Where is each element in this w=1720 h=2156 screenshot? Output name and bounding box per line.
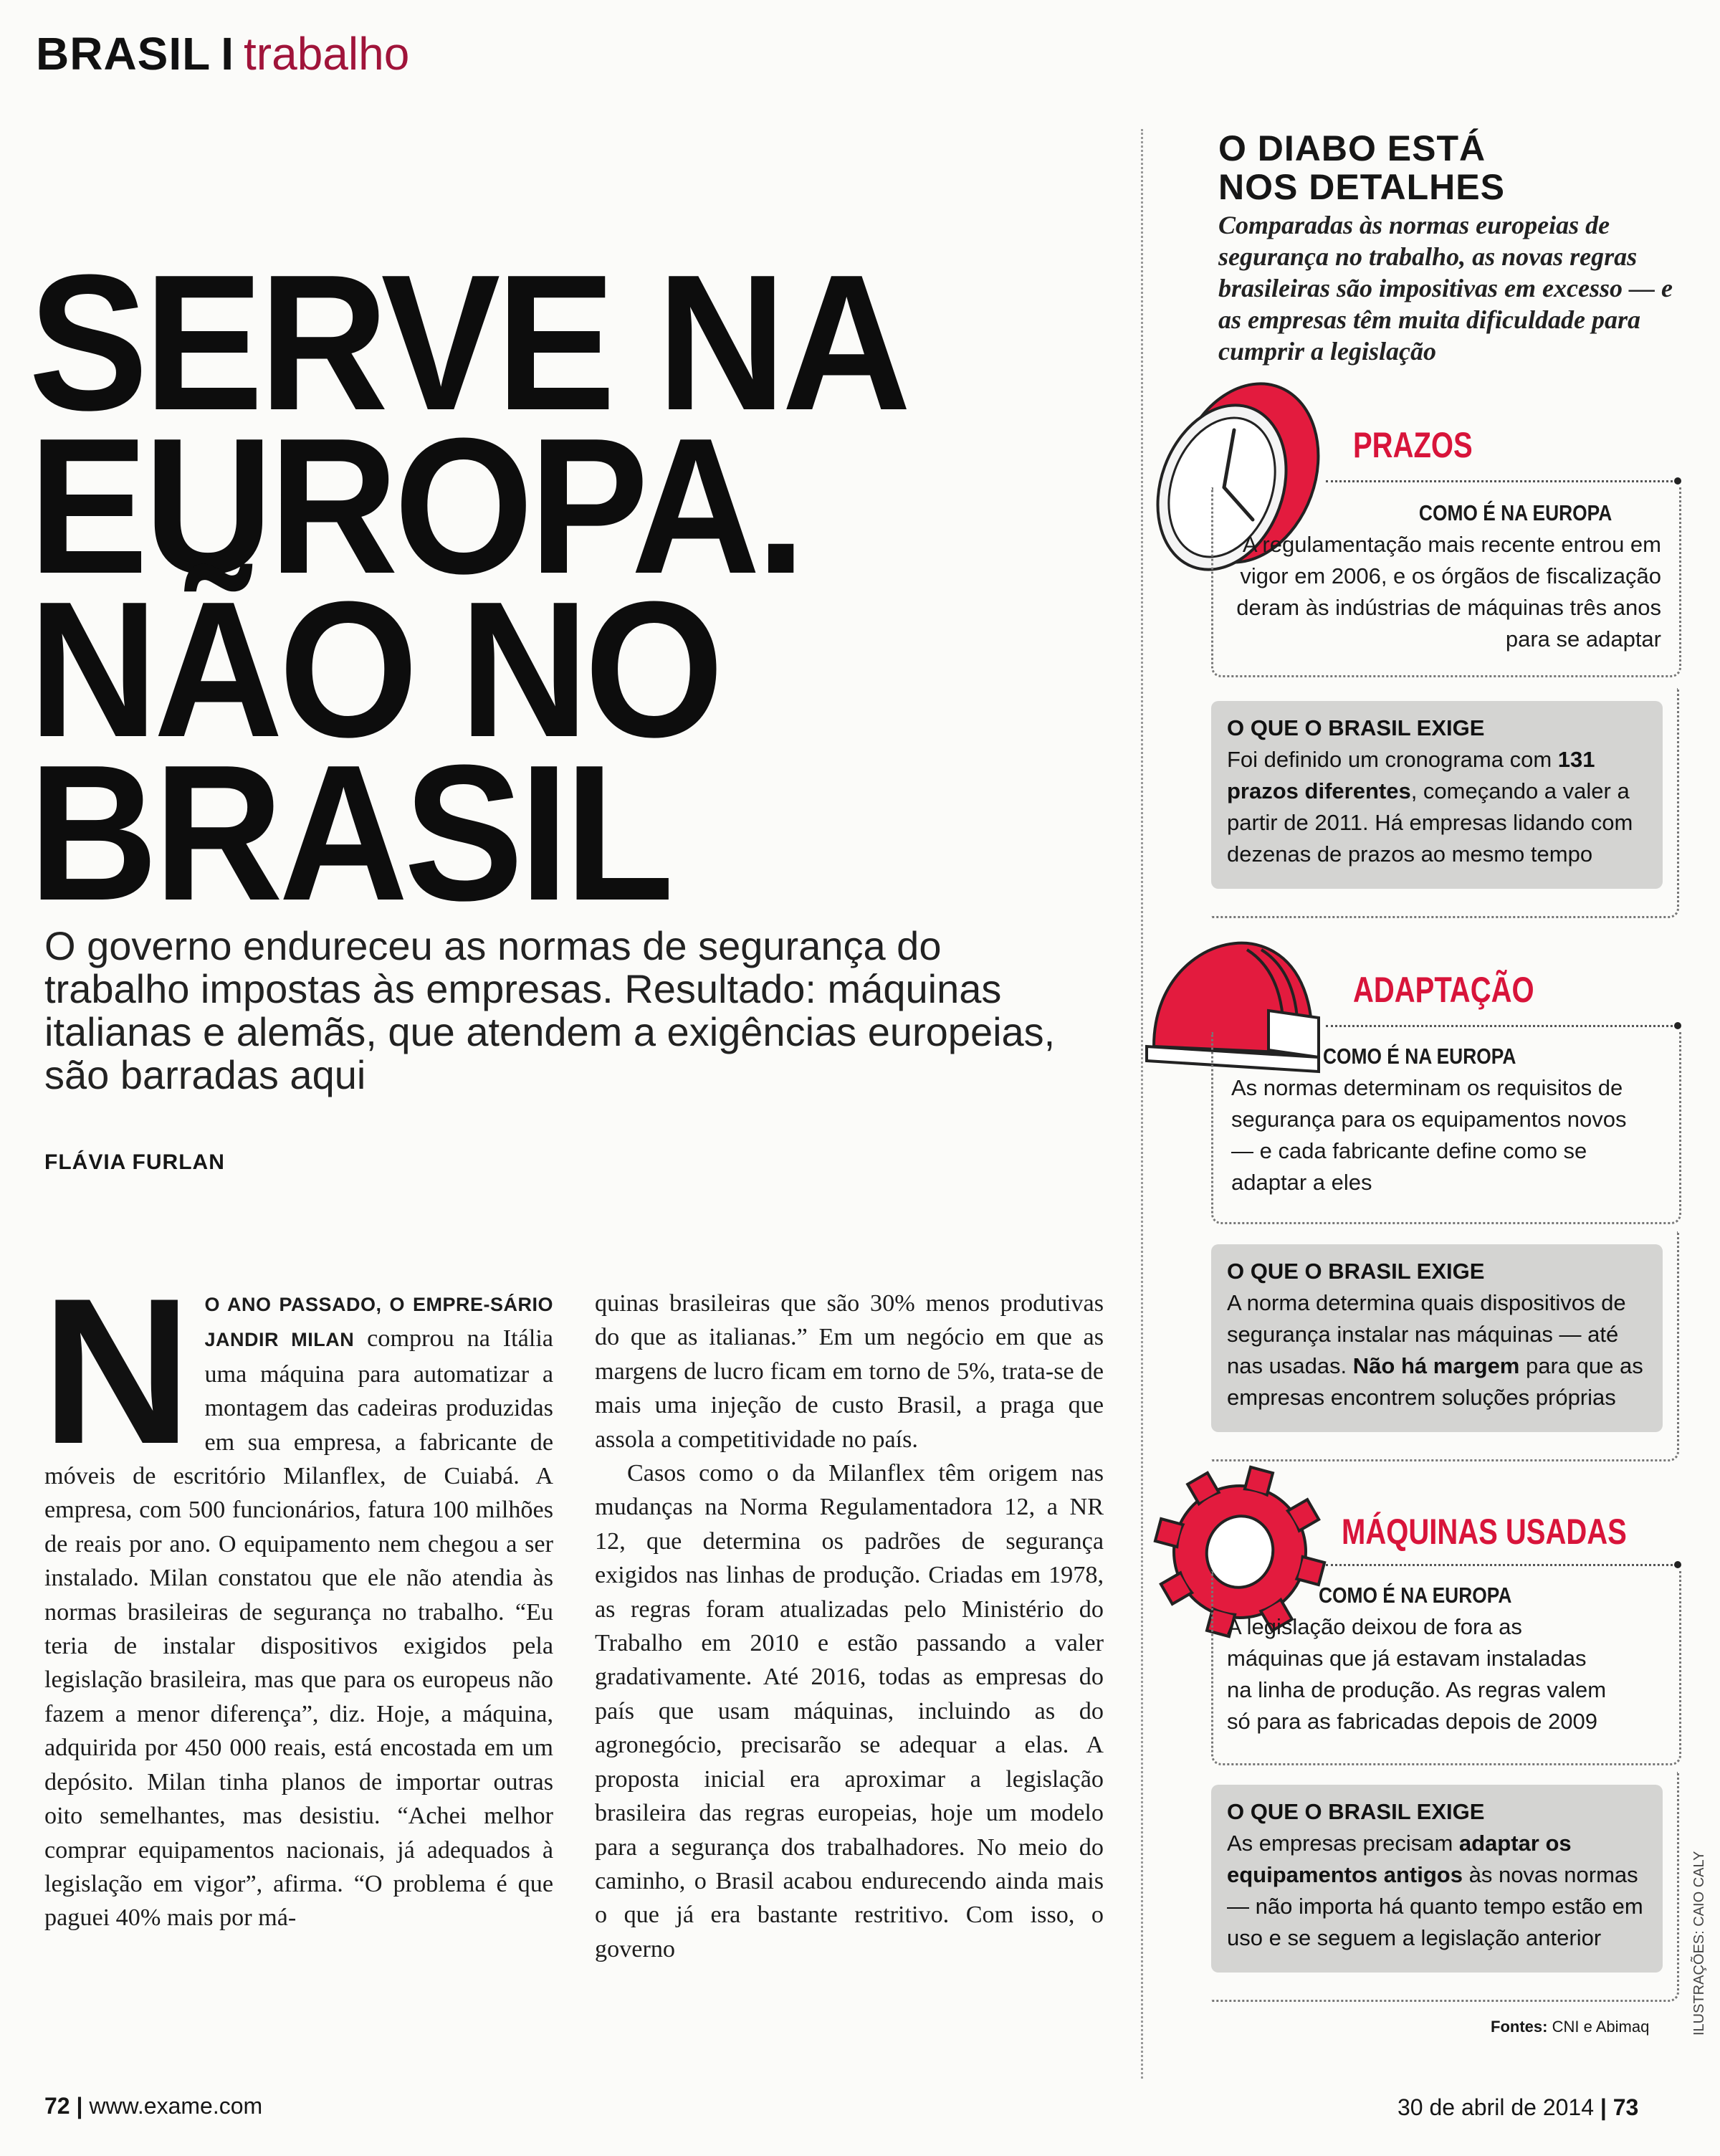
brasil-text-end: para que as empresas encontrem soluções próprias (1227, 1353, 1643, 1410)
brasil-text: A norma determina quais dispositivos de segurança instalar nas máquinas — até nas usadas. (1227, 1290, 1626, 1378)
brasil-highlight: adaptar os equipamentos antigos (1227, 1831, 1572, 1887)
europe-block-maquinas (1227, 1580, 1657, 1737)
europe-label: COMO É NA EUROPA (1323, 1044, 1516, 1069)
brasil-block-maquinas (1211, 1785, 1663, 1973)
europe-label: COMO É NA EUROPA (1319, 1583, 1512, 1608)
section-header (36, 27, 409, 80)
brasil-block-adaptacao (1211, 1244, 1663, 1432)
issue-date: 30 de abril de 2014 (1398, 2094, 1594, 2120)
byline: FLÁVIA FURLAN (44, 1150, 225, 1174)
sidebar-title (1218, 129, 1505, 206)
deck: O governo endureceu as normas de segurança do trabalho impostas às empresas. Resultado: máquinas italianas e alemãs, que atendem a exigências europeias, são barradas aqui (44, 923, 1056, 1097)
footer-url: www.exame.com (89, 2093, 263, 2119)
europe-text: As normas determinam os requisitos de segurança para os equipamentos novos — e cada fabricante define como se adaptar a eles (1231, 1075, 1627, 1195)
section-title-maquinas-usadas: MÁQUINAS USADAS (1342, 1512, 1627, 1552)
brasil-label: O QUE O BRASIL EXIGE (1227, 1799, 1485, 1824)
section-title-adaptacao: ADAPTAÇÃO (1353, 970, 1534, 1010)
brasil-highlight: 131 prazos diferentes (1227, 747, 1595, 803)
europe-block-adaptacao (1231, 1041, 1661, 1198)
section-title-prazos: PRAZOS (1353, 425, 1473, 465)
section-rule (1326, 1025, 1677, 1027)
body-column-2 (595, 1287, 1104, 1966)
body-paragraph-1-continued: quinas brasileiras que são 30% menos produtivas do que as italianas.” Em um negócio em que as margens de lucro ficam em torno de 5%, trata-se de mais uma injeção de custo Brasil, a praga que assola a competitividade no país. (595, 1290, 1104, 1453)
sidebar-intro: Comparadas às normas europeias de segurança no trabalho, as novas regras brasileiras são impositivas em excesso — e as empresas têm muita dificuldade para cumprir a legislação (1218, 211, 1673, 366)
headline-line-3: NÃO NO (29, 561, 720, 778)
brasil-text-end: , começando a valer a partir de 2011. Há empresas lidando com dezenas de prazos ao mesmo tempo (1227, 778, 1633, 867)
illustration-credit: ILUSTRAÇÕES: CAIO CALY (1691, 1851, 1707, 2036)
sources-text: CNI e Abimaq (1552, 2018, 1650, 2036)
europe-text: A regulamentação mais recente entrou em vigor em 2006, e os órgãos de fiscalização deram às indústrias de máquinas três anos para se adaptar (1236, 532, 1661, 652)
headline-line-4: BRASIL (29, 724, 670, 941)
section-rule (1326, 480, 1677, 482)
brasil-highlight: Não há margem (1352, 1353, 1520, 1378)
brasil-block-prazos (1211, 701, 1663, 889)
body-column-1 (42, 1255, 553, 1935)
sidebar-title-line-1: O DIABO ESTÁ (1218, 128, 1486, 168)
section-rule (1326, 1564, 1677, 1566)
brasil-text: Foi definido um cronograma com (1227, 747, 1558, 772)
section-separator: I (221, 28, 234, 80)
section-name: BRASIL (36, 28, 211, 80)
europe-label: COMO É NA EUROPA (1418, 500, 1612, 525)
sources (1491, 2018, 1649, 2036)
headline (29, 234, 1147, 941)
lead-in-caps: O ANO PASSADO, O EMPRE-SÁRIO JANDIR MILAN (204, 1294, 553, 1351)
body-paragraph-2: Casos como o da Milanflex têm origem nas mudanças na Norma Regulamentadora 12, a NR 12, que determina os padrões de segurança exigidos nas linhas de produção. Criadas em 1978, as regras foram atualizadas pelo Ministério do Trabalho em 2010 e estão passando a valer gradativamente. Até 2016, todas as empresas do país que usam máquinas, incluindo as do agronegócio, precisarão se adequar a elas. A proposta inicial era aproximar a legislação brasileira das regras europeias, hoje um modelo para a segurança dos trabalhadores. No meio do caminho, o Brasil acabou endurecendo ainda mais o que já era bastante restritivo. Com isso, o governo (595, 1460, 1104, 1962)
sources-label: Fontes: (1491, 2018, 1548, 2036)
brasil-text: As empresas precisam (1227, 1831, 1459, 1856)
headline-line-1: SERVE NA (29, 234, 907, 451)
page-number-right: 73 (1612, 2094, 1639, 2120)
body-paragraph-1 (42, 1255, 553, 1935)
body-paragraph-1-text: comprou na Itália uma máquina para automatizar a montagem das cadeiras produzidas em sua empresa, a fabricante de móveis de escritório Milanflex, de Cuiabá. A empresa, com 500 funcionários, fatura 100 milhões de reais por ano. O equipamento nem chegou a ser instalado. Milan constatou que ele não atendia às normas brasileiras de segurança no trabalho. “Eu teria de instalar dispositivos exigidos pela legislação brasileira, mas que para os europeus não fazem a menor diferença”, diz. Hoje, a máquina, adquirida por 450 000 reais, está encostada em um depósito. Milan tinha planos de importar outras oito semelhantes, mas desistiu. “Achei melhor comprar equipamentos nacionais, já adequados à legislação em vigor”, afirma. “O problema é que paguei 40% mais por má- (44, 1325, 553, 1932)
footer-left: 72 | www.exame.com (44, 2093, 263, 2119)
sidebar-title-line-2: NOS DETALHES (1218, 167, 1505, 207)
europe-text: A legislação deixou de fora as máquinas que já estavam instaladas na linha de produção. As regras valem só para as fabricadas depois de 2009 (1227, 1614, 1607, 1734)
subsection-name: trabalho (244, 28, 410, 80)
europe-block-prazos (1231, 497, 1661, 655)
headline-line-2: EUROPA. (29, 397, 802, 614)
drop-cap: N (42, 1255, 192, 1487)
brasil-label: O QUE O BRASIL EXIGE (1227, 715, 1485, 740)
page-number-left: 72 (44, 2093, 70, 2119)
footer-right: 30 de abril de 2014 | 73 (1398, 2094, 1639, 2120)
brasil-label: O QUE O BRASIL EXIGE (1227, 1259, 1485, 1284)
brasil-text-end: às novas normas — não importa há quanto tempo estão em uso e se seguem a legislação anterior (1227, 1862, 1643, 1950)
